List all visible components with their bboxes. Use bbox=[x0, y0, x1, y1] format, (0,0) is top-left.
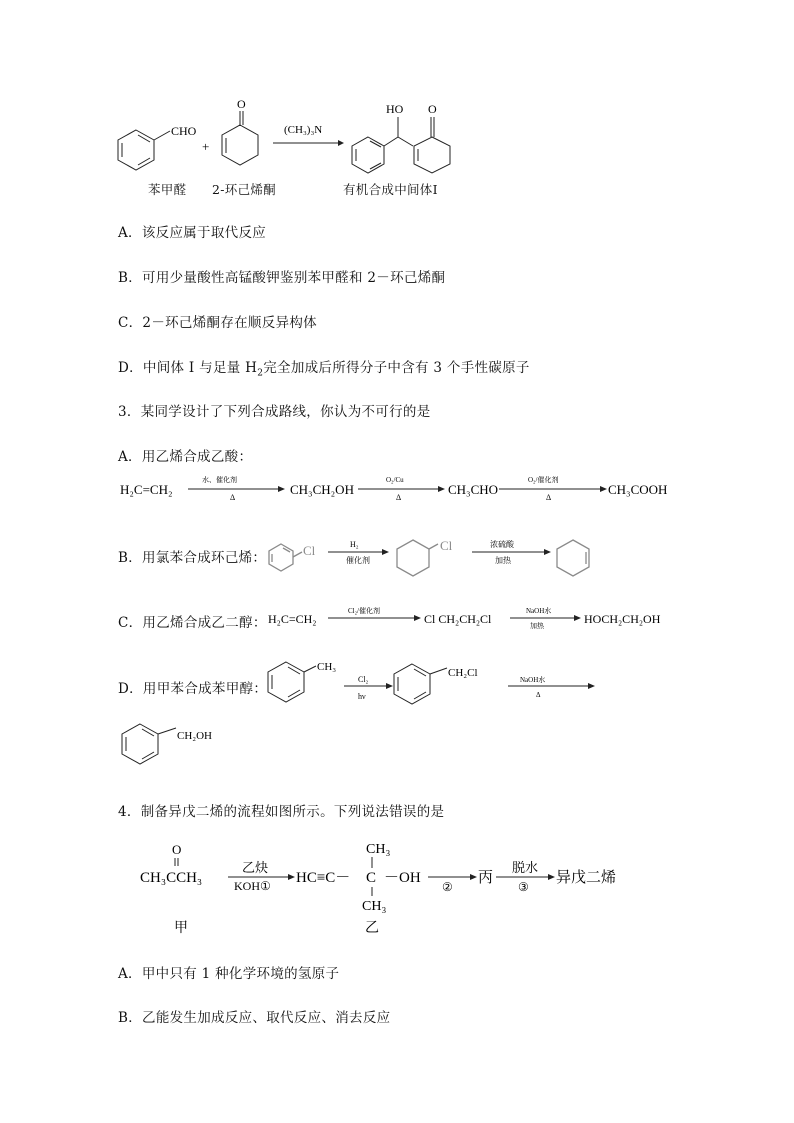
a-s3: CH₃CHO bbox=[448, 482, 499, 497]
q4-stem: 4．制备异戊二烯的流程如图所示。下列说法错误的是 bbox=[118, 804, 445, 820]
svg-text:O₂/Cu: O₂/Cu bbox=[386, 476, 404, 484]
svg-text:③: ③ bbox=[518, 880, 529, 894]
svg-text:Δ: Δ bbox=[230, 493, 236, 502]
svg-text:H₂: H₂ bbox=[350, 540, 359, 549]
svg-text:Δ: Δ bbox=[546, 493, 552, 502]
q3-option-c-title: C．用乙烯合成乙二醇： bbox=[118, 615, 267, 631]
cyclohexenone-structure bbox=[222, 111, 258, 165]
cyclohexenone-o-text: O bbox=[237, 97, 246, 111]
svg-text:催化剂: 催化剂 bbox=[346, 556, 370, 565]
svg-text:CH₃: CH₃ bbox=[317, 661, 337, 673]
svg-text:脱水: 脱水 bbox=[512, 860, 539, 875]
svg-text:Cl: Cl bbox=[303, 543, 316, 558]
svg-text:H₂C=CH₂: H₂C=CH₂ bbox=[268, 612, 317, 626]
a-s2: CH₃CH₂OH bbox=[290, 482, 354, 497]
svg-text:CH₂Cl: CH₂Cl bbox=[448, 667, 478, 679]
svg-text:加热: 加热 bbox=[530, 622, 544, 630]
svg-text:HOCH₂CH₂OH: HOCH₂CH₂OH bbox=[584, 612, 661, 626]
svg-text:CH₂OH: CH₂OH bbox=[177, 730, 213, 742]
q3-stem: 3．某同学设计了下列合成路线，你认为不可行的是 bbox=[118, 404, 431, 420]
svg-text:浓硫酸: 浓硫酸 bbox=[490, 540, 514, 549]
svg-text:NaOH水: NaOH水 bbox=[526, 607, 552, 615]
svg-text:O: O bbox=[172, 842, 182, 857]
svg-text:②: ② bbox=[442, 880, 453, 894]
product-o-text: O bbox=[428, 102, 437, 116]
svg-text:Cl₂: Cl₂ bbox=[358, 675, 369, 684]
svg-text:Cl₂/催化剂: Cl₂/催化剂 bbox=[348, 607, 380, 615]
svg-text:甲: 甲 bbox=[174, 921, 188, 936]
q3-route-d bbox=[262, 654, 602, 714]
label-intermediate: 有机合成中间体I bbox=[343, 182, 438, 197]
q4-option-b: B．乙能发生加成反应、取代反应、消去反应 bbox=[118, 1010, 391, 1026]
q3-route-c bbox=[266, 602, 686, 634]
svg-text:水、催化剂: 水、催化剂 bbox=[202, 476, 237, 484]
label-benzaldehyde: 苯甲醛 bbox=[148, 182, 187, 197]
svg-text:－OH: －OH bbox=[384, 870, 421, 886]
svg-text:hν: hν bbox=[358, 692, 366, 701]
svg-text:Cl: Cl bbox=[440, 538, 453, 553]
reagent-text: (CH₃)₃N bbox=[284, 124, 323, 136]
q4-route bbox=[138, 836, 638, 941]
q2-option-d: D．中间体 I 与足量 $H_2$完全加成后所得分子中含有 3 个手性碳原子 bbox=[118, 360, 530, 379]
q3-option-d-title: D．用甲苯合成苯甲醇： bbox=[118, 681, 268, 697]
q3-route-a bbox=[118, 474, 678, 506]
q3-option-b-title: B．用氯苯合成环己烯： bbox=[118, 550, 267, 566]
svg-text:HC≡C－: HC≡C－ bbox=[296, 870, 351, 886]
svg-text:C: C bbox=[366, 870, 377, 886]
q2-option-b: B．可用少量酸性高锰酸钾鉴别苯甲醛和 2－环己烯酮 bbox=[118, 270, 446, 286]
svg-text:Δ: Δ bbox=[536, 691, 541, 699]
q3-route-b bbox=[262, 530, 612, 580]
svg-text:NaOH水: NaOH水 bbox=[520, 676, 546, 684]
svg-text:Cl CH₂CH₂Cl: Cl CH₂CH₂Cl bbox=[424, 612, 492, 626]
benzaldehyde-structure bbox=[118, 130, 170, 170]
q4-option-a: A．甲中只有 1 种化学环境的氢原子 bbox=[118, 966, 340, 982]
svg-text:加热: 加热 bbox=[495, 556, 511, 565]
svg-text:乙: 乙 bbox=[365, 921, 379, 936]
svg-text:O₂/催化剂: O₂/催化剂 bbox=[528, 476, 559, 484]
svg-text:丙: 丙 bbox=[478, 870, 494, 886]
svg-text:异戊二烯: 异戊二烯 bbox=[556, 870, 617, 886]
svg-text:乙炔: 乙炔 bbox=[242, 860, 269, 875]
a-s1: H₂C=CH₂ bbox=[120, 482, 173, 497]
benzyl-alcohol-structure bbox=[114, 718, 234, 774]
svg-text:KOH①: KOH① bbox=[234, 879, 271, 893]
q2-option-c: C．2－环己烯酮存在顺反异构体 bbox=[118, 315, 317, 331]
svg-text:CH₃: CH₃ bbox=[366, 842, 391, 857]
svg-text:CH₃CCH₃: CH₃CCH₃ bbox=[140, 870, 203, 886]
svg-text:CH₃: CH₃ bbox=[362, 899, 387, 914]
a-s4: CH₃COOH bbox=[608, 482, 668, 497]
svg-text:Δ: Δ bbox=[396, 493, 402, 502]
label-cyclohexenone: 2-环己烯酮 bbox=[212, 182, 276, 197]
benzaldehyde-cho-text: CHO bbox=[171, 124, 197, 138]
plus-sign: + bbox=[202, 139, 210, 154]
q2-option-a: A．该反应属于取代反应 bbox=[118, 225, 267, 241]
intermediate-structure bbox=[352, 117, 450, 173]
product-ho-text: HO bbox=[386, 102, 404, 116]
q3-option-a-title: A．用乙烯合成乙酸： bbox=[118, 449, 253, 465]
